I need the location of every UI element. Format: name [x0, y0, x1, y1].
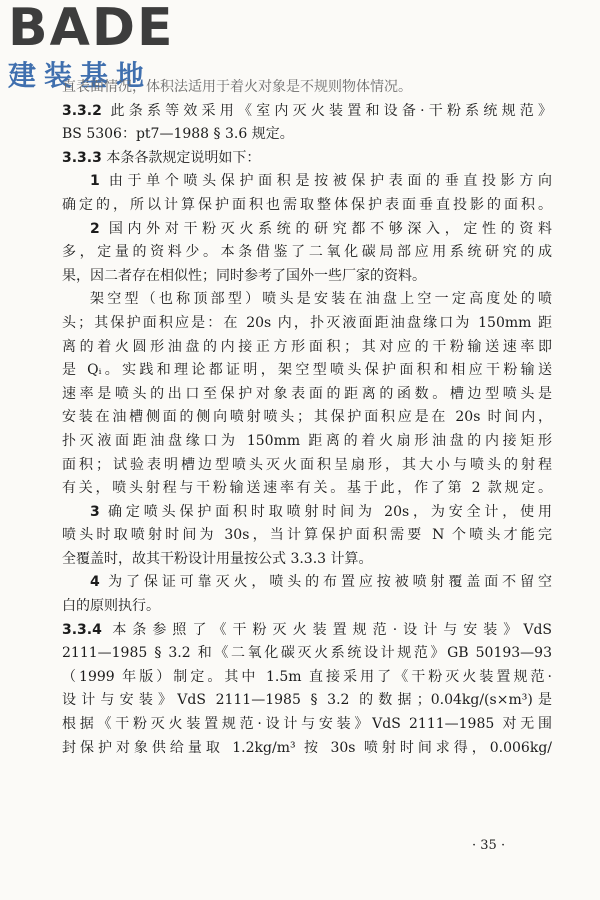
- page-number: · 35 ·: [472, 838, 506, 853]
- text-line: [62, 288, 552, 312]
- document-body: [62, 76, 552, 760]
- line-text: 白的原则执行。: [62, 598, 160, 615]
- line-text: （1999 年版）制定。其中 1.5m 直接采用了《干粉灭火装置规范·: [62, 668, 552, 685]
- line-text: 直表面情况，体积法适用于着火对象是不规则物体情况。: [62, 79, 412, 95]
- line-text: 安装在油槽侧面的侧向喷射喷头；其保护面积应是在 20s 时间内，: [62, 409, 552, 426]
- text-line: [62, 737, 552, 761]
- text-line: [62, 100, 552, 124]
- text-line: [62, 548, 552, 572]
- line-text: 多，定量的资料少。本条借鉴了二氧化碳局部应用系统研究的成: [62, 244, 552, 261]
- section-number: 3.3.3: [62, 149, 102, 166]
- text-line: [62, 383, 552, 407]
- text-line: [62, 477, 552, 501]
- text-line: [62, 406, 552, 430]
- section-number: 3.3.4: [62, 621, 102, 638]
- text-line: [62, 642, 552, 666]
- text-line: [62, 454, 552, 478]
- clause-number: 3: [90, 503, 100, 520]
- text-line: [62, 241, 552, 265]
- section-number: 3.3.2: [62, 102, 102, 119]
- text-line: [62, 218, 552, 242]
- line-text: 喷头时取喷射时间为 30s，当计算保护面积需要 N 个喷头才能完: [62, 527, 552, 544]
- clause-number: 1: [90, 173, 100, 190]
- text-line: [62, 571, 552, 595]
- text-line: [62, 194, 552, 218]
- line-text: 确定喷头保护面积时取喷射时间为 20s，为安全计，使用: [99, 503, 552, 520]
- text-line: [62, 595, 552, 619]
- text-line: [62, 666, 552, 690]
- text-line: [62, 170, 552, 194]
- line-text: 封保护对象供给量取 1.2kg/m³ 按 30s 喷射时间求得，0.006kg/: [62, 739, 552, 756]
- line-text: 为了保证可靠灭火，喷头的布置应按被喷射覆盖面不留空: [99, 574, 552, 591]
- text-line: [62, 76, 552, 100]
- line-text: 果，因二者存在相似性；同时参考了国外一些厂家的资料。: [62, 267, 426, 284]
- text-line: [62, 312, 552, 336]
- line-text: 设计与安装》VdS 2111—1985 § 3.2 的数据；0.04kg/(s×m³)是: [62, 692, 552, 709]
- text-line: [62, 123, 552, 147]
- line-text: 是 Qᵢ。实践和理论都证明，架空型喷头保护面积和相应干粉输送: [62, 362, 552, 379]
- line-text: 离的着火圆形油盘的内接正方形面积；其对应的干粉输送速率即: [62, 338, 552, 355]
- line-text: 扑灭液面距油盘缘口为 150mm 距离的着火扇形油盘的内接矩形: [62, 432, 552, 449]
- text-line: [62, 430, 552, 454]
- text-line: [62, 713, 552, 737]
- text-line: [62, 501, 552, 525]
- line-text: 由于单个喷头保护面积是按被保护表面的垂直投影方向: [99, 173, 552, 190]
- text-line: [62, 359, 552, 383]
- line-text: 架空型（也称顶部型）喷头是安装在油盘上空一定高度处的喷: [90, 291, 552, 308]
- line-text: BS 5306：pt7—1988 § 3.6 规定。: [62, 126, 294, 143]
- line-text: 国内外对干粉灭火系统的研究都不够深入，定性的资料: [99, 220, 552, 237]
- clause-number: 2: [90, 220, 100, 237]
- line-text: 确定的，所以计算保护面积也需取整体保护表面垂直投影的面积。: [62, 196, 552, 213]
- text-line: [62, 689, 552, 713]
- text-line: [62, 265, 552, 289]
- text-line: [62, 336, 552, 360]
- logo-wordmark: BADE: [8, 0, 175, 58]
- line-text: 此条系等效采用《室内灭火装置和设备·干粉系统规范》: [101, 102, 552, 119]
- line-text: 有关，喷头射程与干粉输送速率有关。基于此，作了第 2 款规定。: [62, 480, 552, 497]
- text-line: [62, 524, 552, 548]
- text-line: [62, 619, 552, 643]
- line-text: 头；其保护面积应是：在 20s 内，扑灭液面距油盘缘口为 150mm 距: [62, 314, 552, 331]
- logo-subtitle: 建装基地: [8, 59, 153, 92]
- line-text: 2111—1985 § 3.2 和《二氧化碳灭火系统设计规范》GB 50193—93: [62, 645, 552, 662]
- line-text: 根据《干粉灭火装置规范·设计与安装》VdS 2111—1985 对无围: [62, 716, 552, 733]
- line-text: 速率是喷头的出口至保护对象表面的距离的函数。槽边型喷头是: [62, 385, 552, 402]
- text-line: [62, 147, 552, 171]
- line-text: 全覆盖时，故其干粉设计用量按公式 3.3.3 计算。: [62, 550, 373, 567]
- clause-number: 4: [90, 574, 100, 591]
- line-text: 面积；试验表明槽边型喷头灭火面积呈扇形，其大小与喷头的射程: [62, 456, 552, 473]
- line-text: 本条参照了《干粉灭火装置规范·设计与安装》VdS: [101, 621, 552, 638]
- line-text: 本条各款规定说明如下：: [101, 149, 261, 166]
